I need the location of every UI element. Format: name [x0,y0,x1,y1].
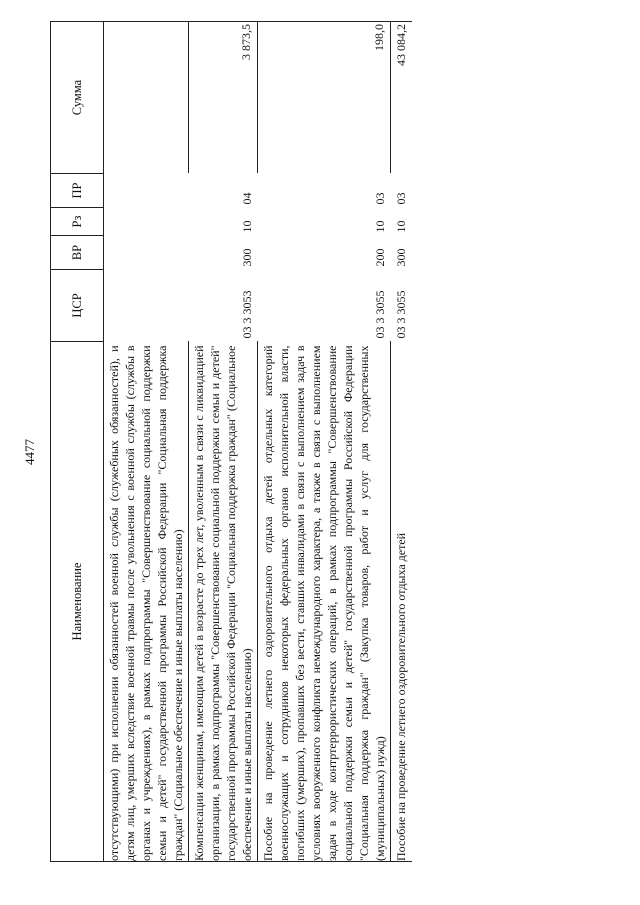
header-sum: Сумма [51,22,104,174]
row-sum [104,22,189,174]
row-pr [104,174,189,208]
row-csr: 03 3 3055 [372,290,387,339]
header-name: Наименование [51,342,104,862]
row-vr: 200 [372,248,387,267]
row-rz: 10 [372,220,387,233]
row-vr: 300 [393,248,408,267]
row-name: Пособие на проведение летнего оздоровительного отдыха детей отдельных категорий военнослужащих и сотрудников некоторых федеральных органов исполнительной власти, погибших (умерших), пропавших без вести, ставших инвалидами в связи с выполнением задач в условиях вооруженного конфликта немеждународного характера, а также в связи с выполнением задач в ходе контртеррористических операций, в рамках подпрограммы "Совершенствование социальной поддержки семьи и детей" государственной программы Российской Федерации "Социальная поддержка граждан" (Закупка товаров, работ и услуг для государственных (муниципальных) нужд) [258,342,391,862]
row-name: отсутствующими) при исполнении обязанностей военной службы (служебных обязанностей), и детям лиц, умерших вследствие военной травмы после увольнения с военной службы (службы в органах и учреждениях), в рамках подпрограммы "Совершенствование социальной поддержки семьи и детей" государственной программы Российской Федерации "Социальная поддержка граждан" (Социальное обеспечение и иные выплаты населению) [104,342,189,862]
row-rz: 10 [393,220,408,233]
budget-table-sheet [50,22,610,862]
table-row [104,22,189,862]
budget-table [50,21,412,862]
row-pr: 04 [239,192,254,205]
table-row [189,22,258,862]
row-rz: 10 [239,220,254,233]
header-rz: Рз [51,208,104,236]
header-csr: ЦСР [51,270,104,342]
row-rz [104,208,189,236]
row-sum: 3 873,5 [189,22,258,174]
page-number: 4477 [22,439,37,465]
row-sum: 43 084,2 [391,22,413,174]
row-pr: 03 [393,192,408,205]
row-csr: 03 3 3053 [239,290,254,339]
header-pr: ПР [51,174,104,208]
row-name: Компенсации женщинам, имеющим детей в возрасте до трех лет, уволенным в связи с ликвидацией организации, в рамках подпрограммы "Совершенствование социальной поддержки семьи и детей" государственной программы Российской Федерации "Социальная поддержка граждан" (Социальное обеспечение и иные выплаты населению) [189,342,258,862]
row-name: Пособие на проведение летнего оздоровительного отдыха детей [391,342,413,862]
table-row [391,22,413,862]
row-csr [104,270,189,342]
table-row [258,22,391,862]
row-sum: 198,0 [258,22,391,174]
row-vr [104,236,189,270]
table-header-row [51,22,104,862]
header-vr: ВР [51,236,104,270]
row-vr: 300 [239,248,254,267]
row-csr: 03 3 3055 [393,290,408,339]
row-pr: 03 [372,192,387,205]
